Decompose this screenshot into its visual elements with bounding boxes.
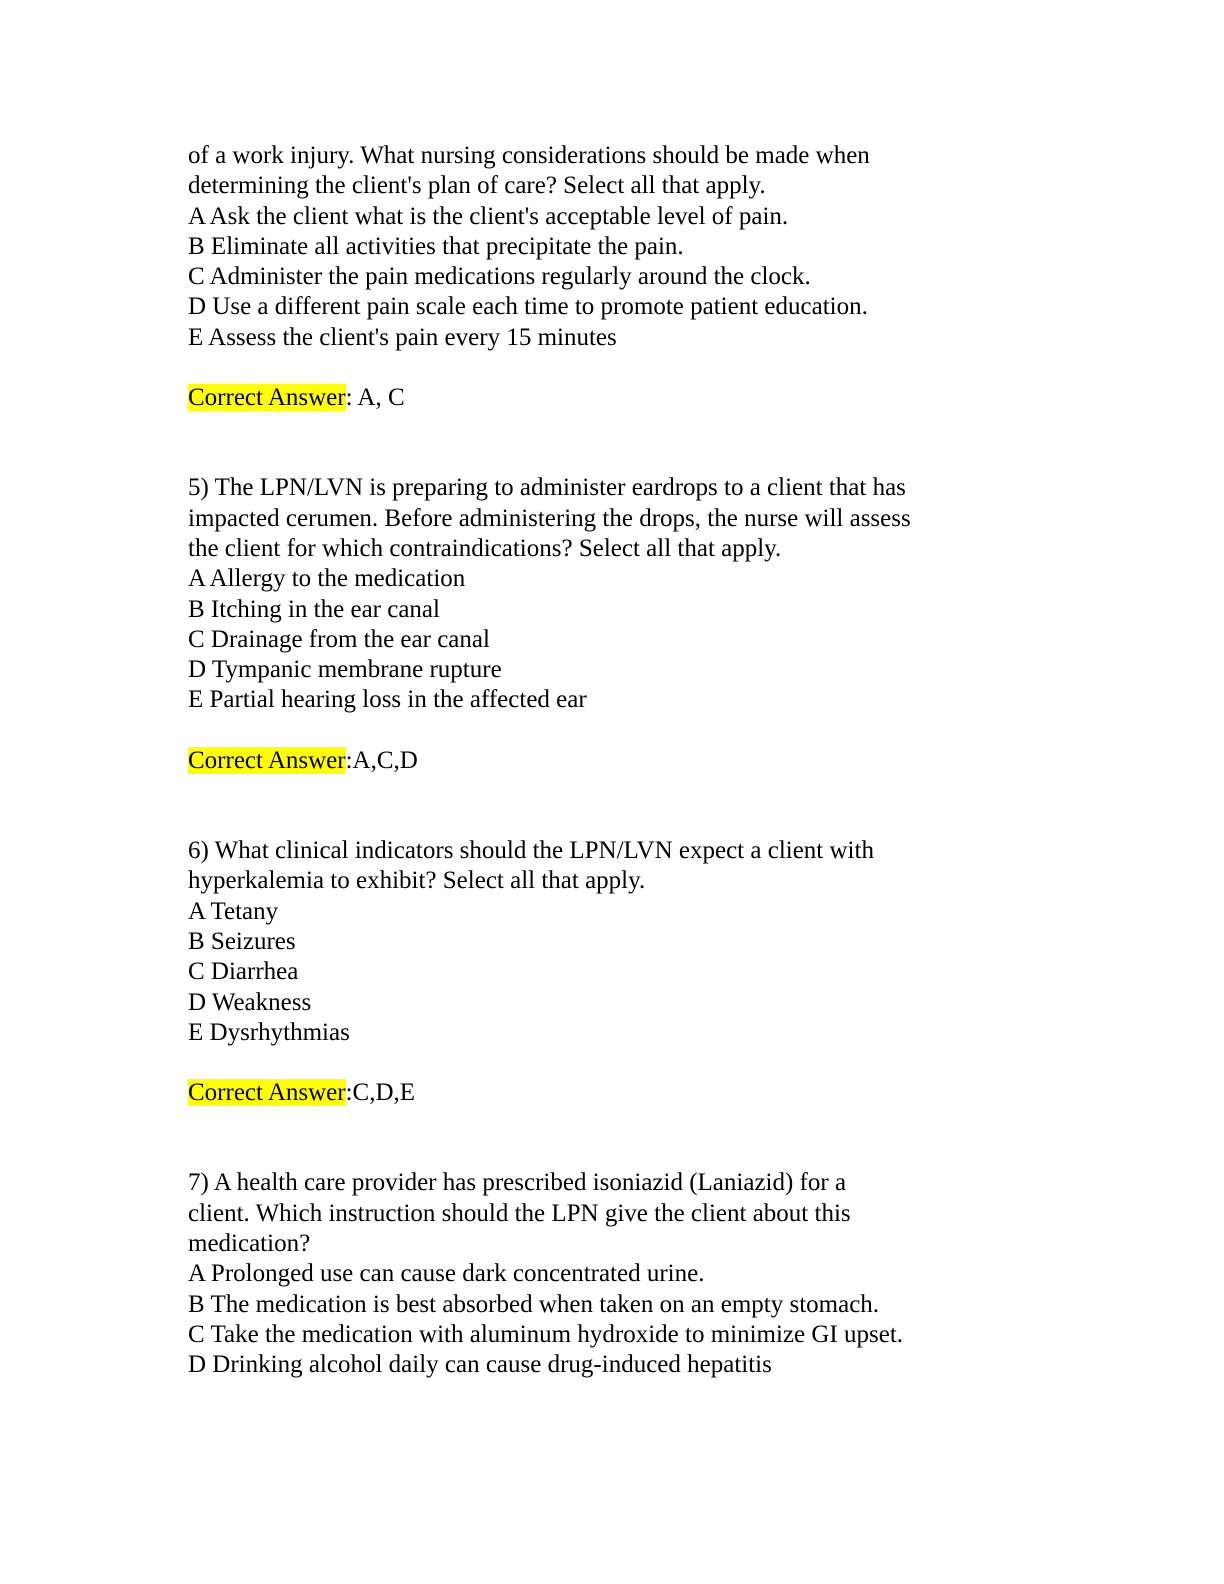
option-a: A Allergy to the medication [188,565,466,593]
option-d: D Use a different pain scale each time to promote patient education. [188,293,868,321]
question-text-line: 7) A health care provider has prescribed isoniazid (Laniazid) for a [188,1169,847,1197]
option-e: E Dysrhythmias [188,1018,350,1046]
option-a: A Prolonged use can cause dark concentrated urine. [188,1260,705,1288]
correct-answer-label: Correct Answer [188,746,346,774]
question-text-line: of a work injury. What nursing considerations should be made when [188,142,870,169]
question-text-line: determining the client's plan of care? Select all that apply. [188,172,766,200]
option-e: E Partial hearing loss in the affected ear [188,686,587,714]
question-6-block [188,836,1008,1108]
correct-answer-label: Correct Answer [188,384,346,412]
question-text-line: the client for which contraindications? Select all that apply. [188,534,782,562]
option-b: B The medication is best absorbed when taken on an empty stomach. [188,1290,880,1318]
correct-answer-label: Correct Answer [188,1079,346,1107]
question-text-line: hyperkalemia to exhibit? Select all that apply. [188,867,646,895]
question-text-line: impacted cerumen. Before administering the drops, the nurse will assess [188,504,911,532]
option-d: D Weakness [188,988,312,1016]
question-7-block [188,1168,1008,1380]
option-c: C Take the medication with aluminum hydroxide to minimize GI upset. [188,1320,904,1348]
option-b: B Seizures [188,927,296,955]
option-c: C Diarrhea [188,958,299,986]
option-b: B Eliminate all activities that precipitate the pain. [188,232,684,260]
option-a: A Tetany [188,897,279,925]
correct-answer [188,1078,1008,1108]
option-e: E Assess the client's pain every 15 minutes [188,323,617,351]
correct-answer-value: :C,D,E [345,1079,416,1107]
question-text-line: 5) The LPN/LVN is preparing to administer eardrops to a client that has [188,474,906,502]
question-text-line: medication? [188,1230,311,1258]
option-c: C Administer the pain medications regularly around the clock. [188,263,811,291]
question-4-block [188,141,1008,413]
option-d: D Drinking alcohol daily can cause drug-induced hepatitis [188,1351,772,1379]
correct-answer-value: : A, C [345,384,405,412]
document-page [188,141,1008,1381]
option-d: D Tympanic membrane rupture [188,656,502,684]
correct-answer-value: :A,C,D [345,746,418,774]
question-text-line: client. Which instruction should the LPN give the client about this [188,1199,851,1227]
option-b: B Itching in the ear canal [188,595,440,623]
option-a: A Ask the client what is the client's acceptable level of pain. [188,202,789,230]
question-text-line: 6) What clinical indicators should the LPN/LVN expect a client with [188,837,874,865]
option-c: C Drainage from the ear canal [188,625,490,653]
correct-answer [188,746,1008,776]
correct-answer [188,383,1008,413]
question-5-block [188,473,1008,776]
